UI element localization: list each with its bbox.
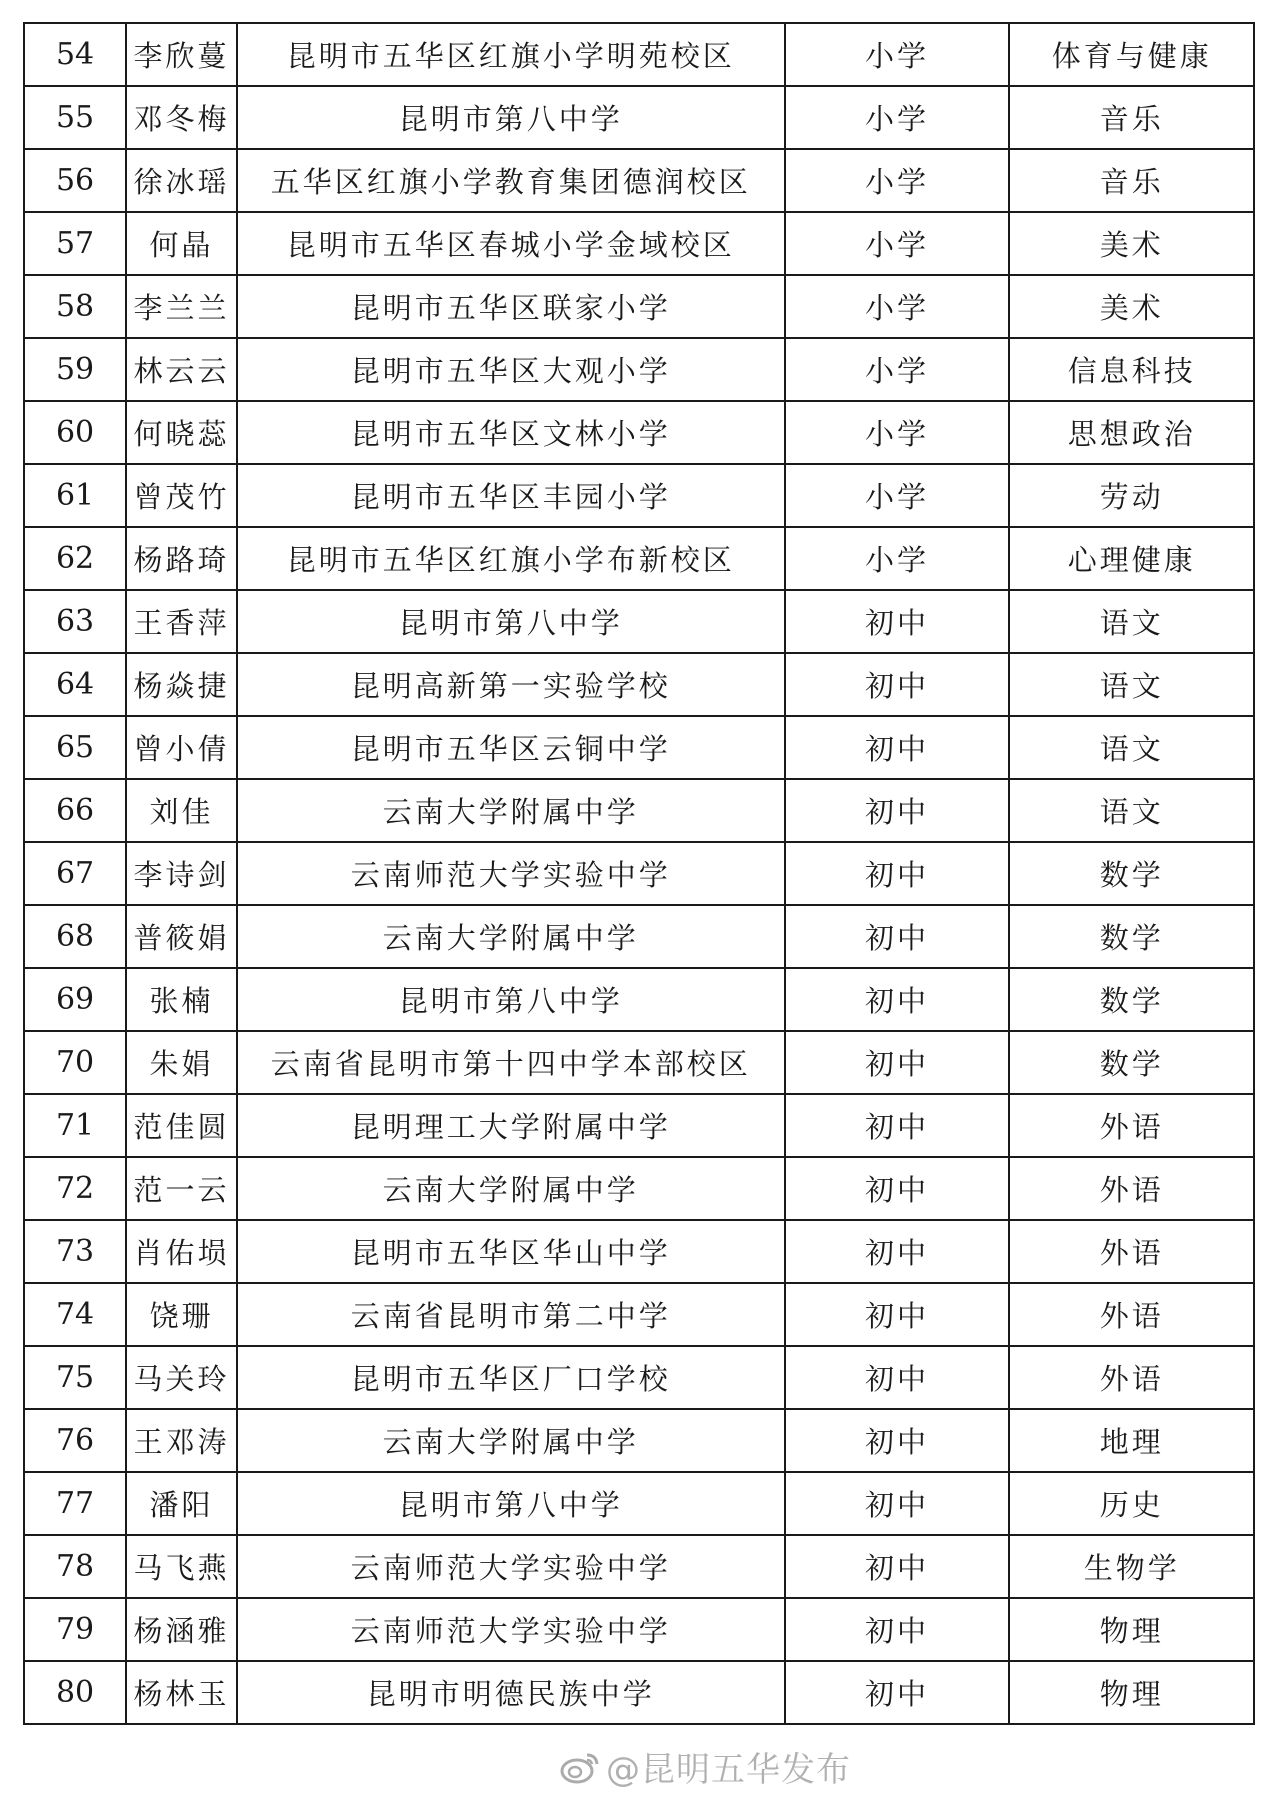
cell-level: 初中 <box>785 1409 1010 1472</box>
weibo-icon <box>560 1750 600 1784</box>
table-row <box>24 1346 1254 1409</box>
cell-subject: 生物学 <box>1009 1535 1254 1598</box>
cell-number: 79 <box>24 1598 126 1661</box>
table-row <box>24 338 1254 401</box>
cell-name: 曾小倩 <box>126 716 237 779</box>
cell-name: 马飞燕 <box>126 1535 237 1598</box>
cell-subject: 语文 <box>1009 653 1254 716</box>
cell-school: 云南大学附属中学 <box>237 779 785 842</box>
cell-school: 昆明市五华区丰园小学 <box>237 464 785 527</box>
cell-level: 小学 <box>785 401 1010 464</box>
cell-name: 杨路琦 <box>126 527 237 590</box>
cell-name: 潘阳 <box>126 1472 237 1535</box>
cell-subject: 心理健康 <box>1009 527 1254 590</box>
cell-school: 昆明市第八中学 <box>237 1472 785 1535</box>
cell-school: 云南大学附属中学 <box>237 1157 785 1220</box>
cell-number: 57 <box>24 212 126 275</box>
cell-level: 初中 <box>785 1346 1010 1409</box>
table-row <box>24 149 1254 212</box>
cell-subject: 信息科技 <box>1009 338 1254 401</box>
cell-level: 初中 <box>785 1031 1010 1094</box>
table-row <box>24 905 1254 968</box>
cell-school: 昆明市五华区云铜中学 <box>237 716 785 779</box>
cell-school: 昆明市五华区大观小学 <box>237 338 785 401</box>
cell-subject: 外语 <box>1009 1157 1254 1220</box>
cell-name: 刘佳 <box>126 779 237 842</box>
cell-name: 朱娟 <box>126 1031 237 1094</box>
roster-sheet <box>23 22 1255 1725</box>
cell-level: 初中 <box>785 1094 1010 1157</box>
roster-table-body <box>24 23 1254 1724</box>
cell-name: 王香萍 <box>126 590 237 653</box>
table-row <box>24 1157 1254 1220</box>
cell-name: 饶珊 <box>126 1283 237 1346</box>
cell-school: 云南师范大学实验中学 <box>237 1535 785 1598</box>
cell-number: 65 <box>24 716 126 779</box>
cell-subject: 外语 <box>1009 1346 1254 1409</box>
table-row <box>24 842 1254 905</box>
cell-name: 何晶 <box>126 212 237 275</box>
cell-subject: 物理 <box>1009 1598 1254 1661</box>
cell-number: 75 <box>24 1346 126 1409</box>
cell-level: 初中 <box>785 905 1010 968</box>
cell-name: 邓冬梅 <box>126 86 237 149</box>
cell-name: 王邓涛 <box>126 1409 237 1472</box>
cell-level: 小学 <box>785 527 1010 590</box>
cell-level: 初中 <box>785 779 1010 842</box>
cell-subject: 地理 <box>1009 1409 1254 1472</box>
cell-name: 杨涵雅 <box>126 1598 237 1661</box>
cell-name: 曾茂竹 <box>126 464 237 527</box>
cell-school: 云南大学附属中学 <box>237 1409 785 1472</box>
table-row <box>24 275 1254 338</box>
cell-number: 77 <box>24 1472 126 1535</box>
cell-level: 初中 <box>785 1535 1010 1598</box>
table-row <box>24 464 1254 527</box>
cell-subject: 历史 <box>1009 1472 1254 1535</box>
table-row <box>24 23 1254 86</box>
cell-school: 云南大学附属中学 <box>237 905 785 968</box>
cell-school: 昆明市明德民族中学 <box>237 1661 785 1724</box>
cell-name: 徐冰瑶 <box>126 149 237 212</box>
table-row <box>24 401 1254 464</box>
cell-subject: 数学 <box>1009 842 1254 905</box>
cell-level: 初中 <box>785 716 1010 779</box>
cell-name: 普筱娟 <box>126 905 237 968</box>
table-row <box>24 779 1254 842</box>
cell-number: 63 <box>24 590 126 653</box>
table-row <box>24 968 1254 1031</box>
cell-subject: 外语 <box>1009 1094 1254 1157</box>
cell-subject: 美术 <box>1009 212 1254 275</box>
cell-name: 范一云 <box>126 1157 237 1220</box>
cell-number: 69 <box>24 968 126 1031</box>
cell-number: 56 <box>24 149 126 212</box>
cell-name: 李诗剑 <box>126 842 237 905</box>
cell-number: 74 <box>24 1283 126 1346</box>
cell-level: 小学 <box>785 149 1010 212</box>
cell-subject: 语文 <box>1009 779 1254 842</box>
cell-level: 初中 <box>785 968 1010 1031</box>
cell-name: 肖佑埙 <box>126 1220 237 1283</box>
cell-school: 昆明市五华区红旗小学明苑校区 <box>237 23 785 86</box>
cell-level: 小学 <box>785 23 1010 86</box>
cell-school: 云南省昆明市第十四中学本部校区 <box>237 1031 785 1094</box>
cell-school: 昆明市第八中学 <box>237 86 785 149</box>
cell-number: 73 <box>24 1220 126 1283</box>
table-row <box>24 590 1254 653</box>
cell-name: 杨焱捷 <box>126 653 237 716</box>
cell-subject: 数学 <box>1009 968 1254 1031</box>
cell-subject: 外语 <box>1009 1220 1254 1283</box>
table-row <box>24 1283 1254 1346</box>
cell-level: 初中 <box>785 1283 1010 1346</box>
cell-level: 初中 <box>785 842 1010 905</box>
roster-table <box>23 22 1255 1725</box>
cell-number: 59 <box>24 338 126 401</box>
cell-name: 李欣蔓 <box>126 23 237 86</box>
cell-level: 小学 <box>785 212 1010 275</box>
cell-school: 昆明市五华区华山中学 <box>237 1220 785 1283</box>
cell-name: 马关玲 <box>126 1346 237 1409</box>
cell-number: 76 <box>24 1409 126 1472</box>
cell-level: 初中 <box>785 653 1010 716</box>
cell-number: 54 <box>24 23 126 86</box>
cell-school: 云南师范大学实验中学 <box>237 842 785 905</box>
cell-level: 小学 <box>785 275 1010 338</box>
cell-number: 70 <box>24 1031 126 1094</box>
cell-subject: 语文 <box>1009 590 1254 653</box>
cell-number: 71 <box>24 1094 126 1157</box>
watermark <box>560 1742 851 1791</box>
cell-number: 61 <box>24 464 126 527</box>
table-row <box>24 527 1254 590</box>
cell-number: 62 <box>24 527 126 590</box>
cell-level: 初中 <box>785 1661 1010 1724</box>
table-row <box>24 716 1254 779</box>
table-row <box>24 1220 1254 1283</box>
table-row <box>24 1535 1254 1598</box>
cell-school: 昆明市五华区红旗小学布新校区 <box>237 527 785 590</box>
table-row <box>24 1661 1254 1724</box>
cell-number: 72 <box>24 1157 126 1220</box>
cell-subject: 美术 <box>1009 275 1254 338</box>
cell-subject: 数学 <box>1009 1031 1254 1094</box>
cell-number: 66 <box>24 779 126 842</box>
cell-number: 78 <box>24 1535 126 1598</box>
cell-name: 林云云 <box>126 338 237 401</box>
cell-subject: 体育与健康 <box>1009 23 1254 86</box>
watermark-text: @昆明五华发布 <box>606 1750 851 1790</box>
cell-name: 杨林玉 <box>126 1661 237 1724</box>
table-row <box>24 653 1254 716</box>
cell-school: 昆明市五华区联家小学 <box>237 275 785 338</box>
table-row <box>24 1094 1254 1157</box>
cell-school: 云南省昆明市第二中学 <box>237 1283 785 1346</box>
cell-school: 昆明市五华区厂口学校 <box>237 1346 785 1409</box>
cell-level: 初中 <box>785 1220 1010 1283</box>
cell-number: 64 <box>24 653 126 716</box>
cell-subject: 物理 <box>1009 1661 1254 1724</box>
cell-level: 小学 <box>785 86 1010 149</box>
cell-name: 何晓蕊 <box>126 401 237 464</box>
cell-name: 范佳圆 <box>126 1094 237 1157</box>
cell-school: 云南师范大学实验中学 <box>237 1598 785 1661</box>
cell-number: 68 <box>24 905 126 968</box>
cell-level: 小学 <box>785 464 1010 527</box>
table-row <box>24 1409 1254 1472</box>
cell-number: 67 <box>24 842 126 905</box>
cell-school: 昆明市第八中学 <box>237 968 785 1031</box>
cell-level: 初中 <box>785 590 1010 653</box>
cell-number: 55 <box>24 86 126 149</box>
cell-subject: 音乐 <box>1009 149 1254 212</box>
cell-subject: 数学 <box>1009 905 1254 968</box>
cell-number: 60 <box>24 401 126 464</box>
cell-level: 小学 <box>785 338 1010 401</box>
table-row <box>24 1472 1254 1535</box>
cell-number: 80 <box>24 1661 126 1724</box>
cell-name: 张楠 <box>126 968 237 1031</box>
table-row <box>24 1031 1254 1094</box>
table-row <box>24 1598 1254 1661</box>
cell-school: 昆明理工大学附属中学 <box>237 1094 785 1157</box>
table-row <box>24 212 1254 275</box>
cell-school: 五华区红旗小学教育集团德润校区 <box>237 149 785 212</box>
cell-school: 昆明市五华区文林小学 <box>237 401 785 464</box>
cell-school: 昆明高新第一实验学校 <box>237 653 785 716</box>
table-row <box>24 86 1254 149</box>
cell-subject: 劳动 <box>1009 464 1254 527</box>
cell-subject: 思想政治 <box>1009 401 1254 464</box>
cell-subject: 外语 <box>1009 1283 1254 1346</box>
cell-level: 初中 <box>785 1598 1010 1661</box>
cell-name: 李兰兰 <box>126 275 237 338</box>
cell-level: 初中 <box>785 1472 1010 1535</box>
cell-subject: 音乐 <box>1009 86 1254 149</box>
cell-number: 58 <box>24 275 126 338</box>
cell-school: 昆明市第八中学 <box>237 590 785 653</box>
cell-level: 初中 <box>785 1157 1010 1220</box>
cell-school: 昆明市五华区春城小学金域校区 <box>237 212 785 275</box>
cell-subject: 语文 <box>1009 716 1254 779</box>
